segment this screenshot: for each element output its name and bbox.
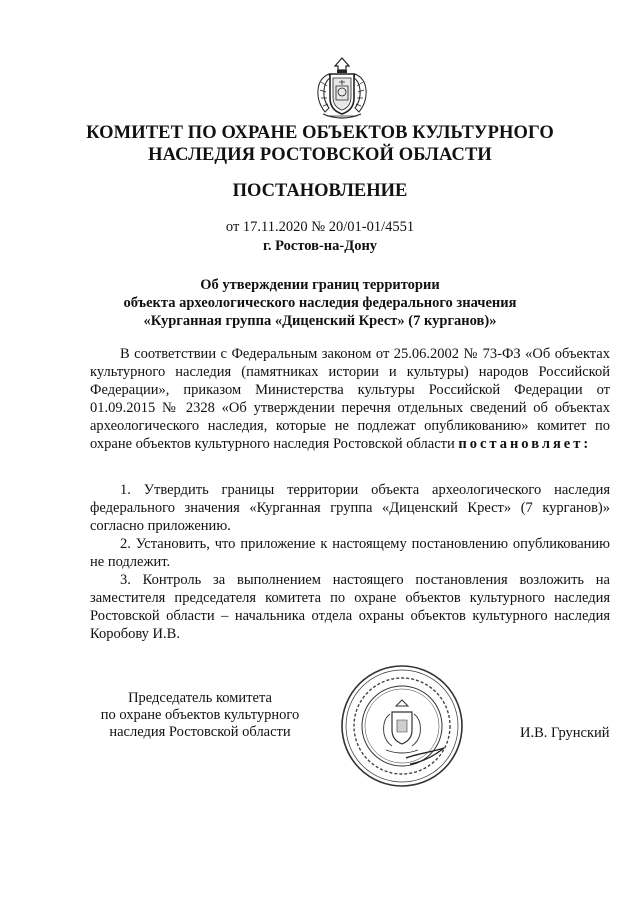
resolution-items — [90, 481, 610, 643]
subject-line3: «Курганная группа «Диценский Крест» (7 курганов)» — [143, 313, 497, 329]
subject-line1: Об утверждении границ территории — [200, 277, 440, 293]
date-number: от 17.11.2020 № 20/01-01/4551 — [225, 219, 415, 235]
resolve-word: постановляет: — [458, 436, 592, 452]
document-type: ПОСТАНОВЛЕНИЕ — [232, 181, 408, 201]
preamble-paragraph — [90, 345, 610, 453]
item-3: 3. Контроль за выполнением настоящего постановления возложить на заместителя председателя комитета по охране объектов культурного наследия Ростовской области – начальника отдела охраны объектов культурного наследия Коробову И.В. — [90, 572, 610, 642]
position-line2: по охране объектов культурного — [100, 707, 300, 723]
organization-title-line2: НАСЛЕДИЯ РОСТОВСКОЙ ОБЛАСТИ — [148, 145, 492, 165]
preamble-text: В соответствии с Федеральным законом от 25.06.2002 № 73-ФЗ «Об объектах культурного наследия (памятниках истории и культуры) народов Российской Федерации», приказом Министерства культуры Российской Федерации от 01.09.2015 № 2328 «Об утверждении перечня отдельных сведений об объектах археологического наследия, которые не подлежат опубликованию» комитет по охране объектов культурного наследия Ростовской области — [90, 346, 610, 452]
signer-name: И.В. Грунский — [520, 725, 610, 741]
signatory-position — [90, 690, 310, 741]
coat-of-arms-icon — [313, 56, 371, 122]
document-subject — [60, 276, 580, 330]
position-line1: Председатель комитета — [128, 690, 272, 706]
item-1: 1. Утвердить границы территории объекта археологического наследия федерального значения «Курганная группа «Диценский Крест» (7 курганов)» согласно приложению. — [90, 482, 610, 534]
document-meta — [60, 218, 580, 256]
city: г. Ростов-на-Дону — [262, 238, 378, 254]
official-seal-icon — [336, 662, 468, 790]
organization-title — [60, 122, 580, 166]
position-line3: наследия Ростовской области — [109, 724, 291, 740]
subject-line2: объекта археологического наследия федерального значения — [123, 295, 517, 311]
item-2: 2. Установить, что приложение к настоящему постановлению опубликованию не подлежит. — [90, 536, 610, 570]
organization-title-line1: КОМИТЕТ ПО ОХРАНЕ ОБЪЕКТОВ КУЛЬТУРНОГО — [86, 123, 554, 143]
